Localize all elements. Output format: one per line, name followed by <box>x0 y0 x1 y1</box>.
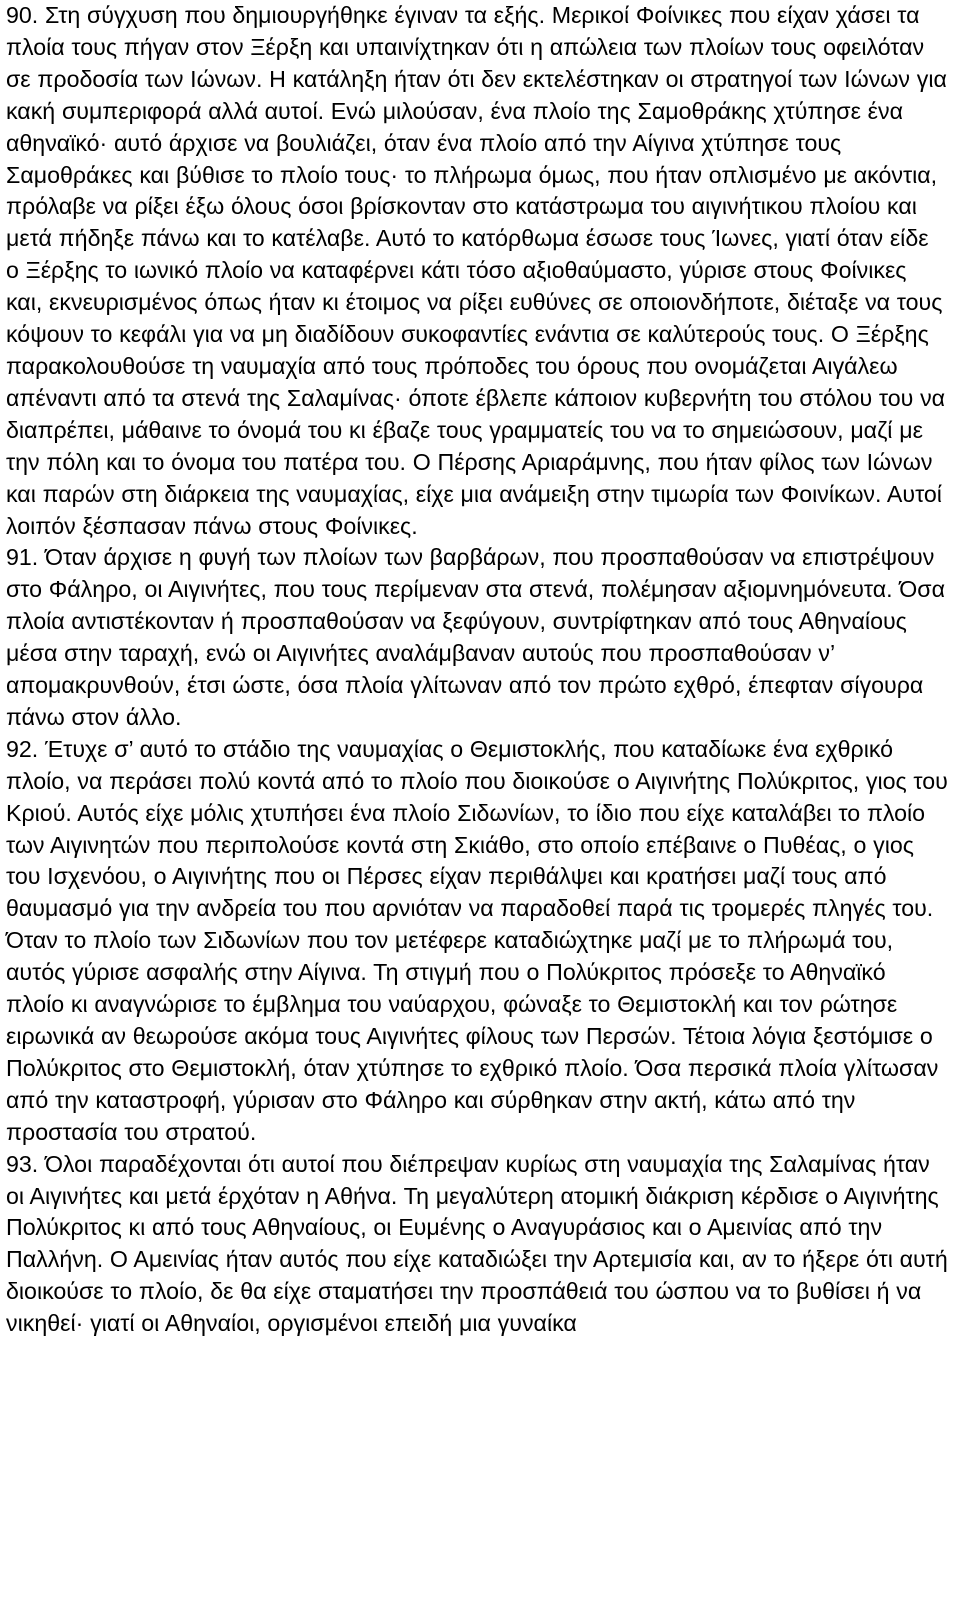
paragraph-92: 92. Έτυχε σ’ αυτό το στάδιο της ναυμαχίας ο Θεμιστοκλής, που καταδίωκε ένα εχθρικό πλοίο, να περάσει πολύ κοντά από το πλοίο που διοικούσε ο Αιγινήτης Πολύκριτος, γιος του Κριού. Αυτός είχε μόλις χτυπήσει ένα πλοίο Σιδωνίων, το ίδιο που είχε καταλάβει το πλοίο των Αιγινητών που περιπολούσε κοντά στη Σκιάθο, στο οποίο επέβαινε ο Πυθέας, ο γιος του Ισχενόου, ο Αιγινήτης που οι Πέρσες είχαν περιθάλψει και κρατήσει μαζί τους από θαυμασμό για την ανδρεία του που αρνιόταν να παραδοθεί παρά τις τρομερές πληγές του. Όταν το πλοίο των Σιδωνίων που τον μετέφερε καταδιώχτηκε μαζί με το πλήρωμά του, αυτός γύρισε ασφαλής στην Αίγινα. Τη στιγμή που ο Πολύκριτος πρόσεξε το Αθηναϊκό πλοίο κι αναγνώρισε το έμβλημα του ναύαρχου, φώναξε το Θεμιστοκλή και τον ρώτησε ειρωνικά αν θεωρούσε ακόμα τους Αιγινήτες φίλους των Περσών. Τέτοια λόγια ξεστόμισε ο Πολύκριτος στο Θεμιστοκλή, όταν χτύπησε το εχθρικό πλοίο. Όσα περσικά πλοία γλίτωσαν από την καταστροφή, γύρισαν στο Φάληρο και σύρθηκαν στην ακτή, κάτω από την προστασία του στρατού. <box>6 735 948 1145</box>
paragraph-91: 91. Όταν άρχισε η φυγή των πλοίων των βαρβάρων, που προσπαθούσαν να επιστρέψουν στο Φάληρο, οι Αιγινήτες, που τους περίμεναν στα στενά, πολέμησαν αξιομνημόνευτα. Όσα πλοία αντιστέκονταν ή προσπαθούσαν να ξεφύγουν, συντρίφτηκαν από τους Αθηναίους μέσα στην ταραχή, ενώ οι Αιγινήτες αναλάμβαναν αυτούς που προσπαθούσαν ν’ απομακρυνθούν, έτσι ώστε, όσα πλοία γλίτωναν από τον πρώτο εχθρό, έπεφταν σίγουρα πάνω στον άλλο. <box>6 544 945 730</box>
paragraph-93: 93. Όλοι παραδέχονται ότι αυτοί που διέπρεψαν κυρίως στη ναυμαχία της Σαλαμίνας ήταν οι Αιγινήτες και μετά έρχόταν η Αθήνα. Τη μεγαλύτερη ατομική διάκριση κέρδισε ο Αιγινήτης Πολύκριτος κι από τους Αθηναίους, οι Ευμένης ο Αναγυράσιος και ο Αμεινίας από την Παλλήνη. Ο Αμεινίας ήταν αυτός που είχε καταδιώξει την Αρτεμισία και, αν το ήξερε ότι αυτή διοικούσε το πλοίο, δε θα είχε σταματήσει την προσπάθειά του ώσπου να το βυθίσει ή να νικηθεί· γιατί οι Αθηναίοι, οργισμένοι επειδή μια γυναίκα <box>6 1150 948 1337</box>
paragraph-90: 90. Στη σύγχυση που δημιουργήθηκε έγιναν τα εξής. Μερικοί Φοίνικες που είχαν χάσει τα πλοία τους πήγαν στον Ξέρξη και υπαινίχτηκαν ότι η απώλεια των πλοίων τους οφειλόταν σε προδοσία των Ιώνων. Η κατάληξη ήταν ότι δεν εκτελέστηκαν οι στρατηγοί των Ιώνων για κακή συμπεριφορά αλλά αυτοί. Ενώ μιλούσαν, ένα πλοίο της Σαμοθράκης χτύπησε ένα αθηναϊκό· αυτό άρχισε να βουλιάζει, όταν ένα πλοίο από την Αίγινα χτύπησε τους Σαμοθράκες και βύθισε το πλοίο τους· το πλήρωμα όμως, που ήταν οπλισμένο με ακόντια, πρόλαβε να ρίξει έξω όλους όσοι βρίσκονταν στο κατάστρωμα του αιγινήτικου πλοίου και μετά πήδηξε πάνω και το κατέλαβε. Αυτό το κατόρθωμα έσωσε τους Ίωνες, γιατί όταν είδε ο Ξέρξης το ιωνικό πλοίο να καταφέρνει κάτι τόσο αξιοθαύμαστο, γύρισε στους Φοίνικες και, εκνευρισμένος όπως ήταν κι έτοιμος να ρίξει ευθύνες σε οποιονδήποτε, διέταξε να τους κόψουν το κεφάλι για να μη διαδίδουν συκοφαντίες ενάντια σε καλύτερούς τους. Ο Ξέρξης παρακολουθούσε τη ναυμαχία από τους πρόποδες του όρους που ονομάζεται Αιγάλεω απέναντι από τα στενά της Σαλαμίνας· όποτε έβλεπε κάποιον κυβερνήτη του στόλου του να διαπρέπει, μάθαινε το όνομά του κι έβαζε τους γραμματείς του να το σημειώσουν, μαζί με την πόλη και το όνομα του πατέρα του. Ο Πέρσης Αριαράμνης, που ήταν φίλος των Ιώνων και παρών στη διάρκεια της ναυμαχίας, είχε μια ανάμειξη στην τιμωρία των Φοινίκων. Αυτοί λοιπόν ξέσπασαν πάνω στους Φοίνικες. <box>6 2 947 539</box>
